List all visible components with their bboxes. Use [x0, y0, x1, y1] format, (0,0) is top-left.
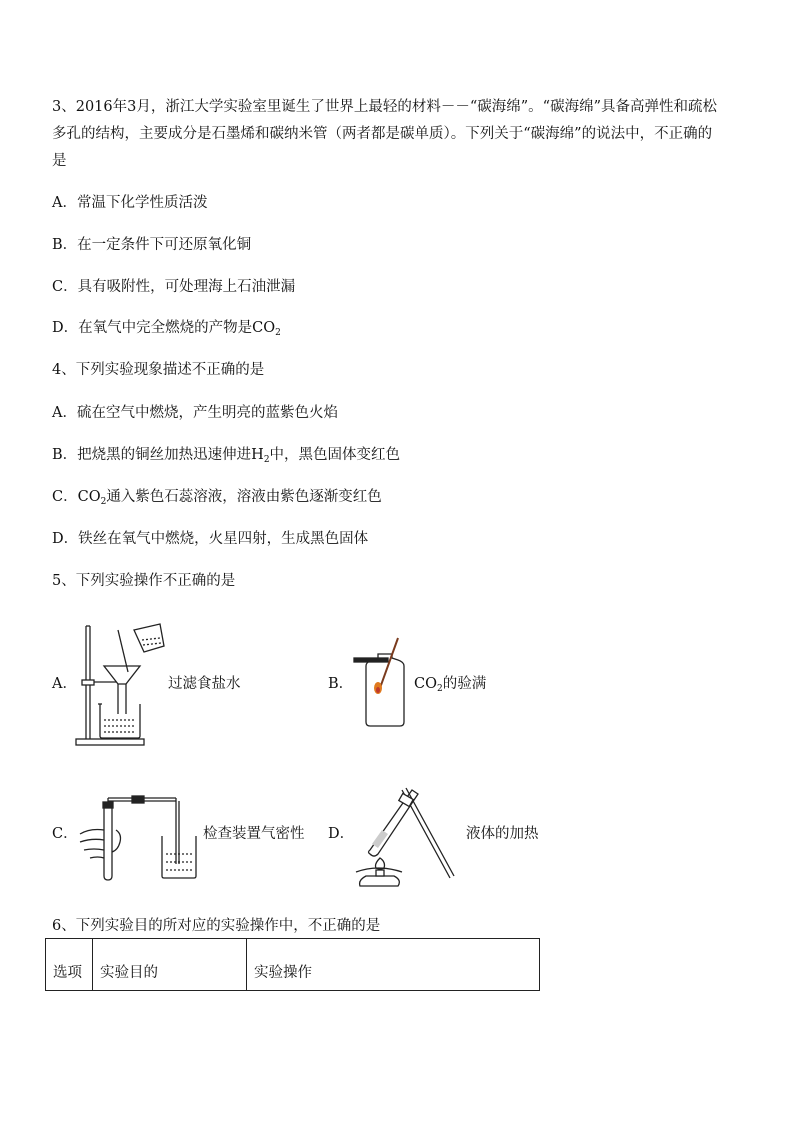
- q3-option-c: C．具有吸附性，可处理海上石油泄漏: [52, 279, 296, 295]
- q6-stem: 6、下列实验目的所对应的实验操作中，不正确的是: [52, 918, 381, 934]
- table-row: [46, 939, 540, 991]
- q4-option-c: [52, 487, 382, 507]
- gas-bottle-image: [352, 636, 408, 730]
- q3-option-d-subscript: 2: [275, 328, 281, 338]
- q4-option-b: [52, 445, 400, 465]
- q4-option-b-subscript: 2: [263, 455, 270, 465]
- q5-option-d-letter: D．: [328, 826, 355, 842]
- q4-option-c-text: C．CO: [52, 489, 101, 505]
- q3-option-a: A．常温下化学性质活泼: [52, 195, 208, 211]
- filtration-apparatus-image: [72, 622, 168, 748]
- q5-option-b-letter: B．: [328, 676, 354, 692]
- q3-stem-line3: 是: [52, 153, 67, 169]
- q3-stem-line2: 多孔的结构，主要成分是石墨烯和碳纳米管（两者都是碳单质）。下列关于“碳海绵”的说法中，不正确的: [52, 126, 713, 142]
- q3-option-d: [52, 318, 281, 338]
- q4-stem: 4、下列实验现象描述不正确的是: [52, 362, 265, 378]
- table-header-goal: 实验目的: [93, 939, 247, 991]
- q4-option-a: A．硫在空气中燃烧，产生明亮的蓝紫色火焰: [52, 405, 338, 421]
- q3-stem-line1: 3、2016年3月，浙江大学实验室里诞生了世界上最轻的材料－－“碳海绵”。“碳海绵”具备高弹性和疏松: [52, 99, 717, 115]
- q5-option-b-caption-text: CO: [414, 676, 437, 692]
- q5-stem: 5、下列实验操作不正确的是: [52, 573, 236, 589]
- q5-option-b-caption-text-end: 的验满: [442, 676, 487, 692]
- q6-options-table: [45, 938, 540, 991]
- q5-option-d-caption: 液体的加热: [466, 826, 539, 842]
- table-header-option: 选项: [46, 939, 93, 991]
- q5-option-b-caption: [414, 674, 486, 694]
- table-header-operation: 实验操作: [247, 939, 540, 991]
- q4-option-d: D．铁丝在氧气中燃烧，火星四射，生成黑色固体: [52, 531, 369, 547]
- liquid-heating-image: [350, 784, 460, 890]
- q5-option-b-caption-subscript: 2: [436, 684, 443, 694]
- airtightness-check-image: [76, 792, 202, 882]
- q3-option-d-text: D．在氧气中完全燃烧的产物是CO: [52, 320, 276, 336]
- q4-option-b-text: B．把烧黑的铜丝加热迅速伸进H: [52, 447, 264, 463]
- q3-option-b: B．在一定条件下可还原氧化铜: [52, 237, 252, 253]
- q5-option-c-caption: 检查装置气密性: [203, 826, 305, 842]
- q5-option-c-letter: C．: [52, 826, 78, 842]
- q5-option-a-letter: A．: [52, 676, 77, 692]
- q5-option-a-caption: 过滤食盐水: [168, 676, 241, 692]
- q4-option-c-subscript: 2: [100, 497, 107, 507]
- q4-option-c-text-end: 通入紫色石蕊溶液，溶液由紫色逐渐变红色: [106, 489, 382, 505]
- q4-option-b-text-end: 中，黑色固体变红色: [269, 447, 401, 463]
